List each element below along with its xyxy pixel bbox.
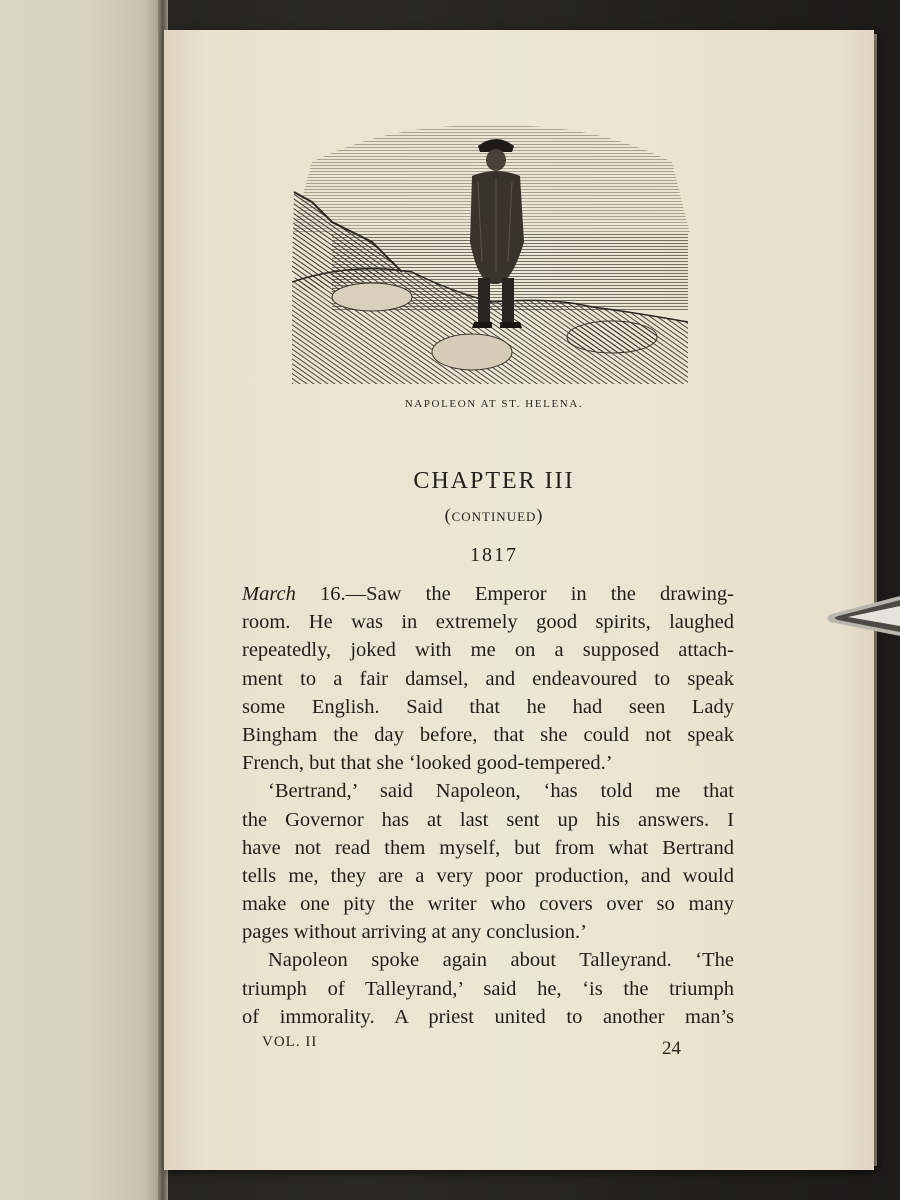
text-line: pages without arriving at any conclusion.’ [242,921,587,944]
text-line: room. He was in extremely good spirits, laughed [242,611,734,634]
left-page [0,0,162,1200]
page-clip-icon [822,592,900,638]
page-number: 24 [662,1038,681,1059]
text-line: of immorality. A priest united to another man’s [242,1005,734,1028]
text-line: Bingham the day before, that she could not speak [242,723,734,746]
text-line: March 16.—Saw the Emperor in the drawing- [242,583,734,605]
chapter-title: CHAPTER III [413,468,575,494]
chapter-year: 1817 [470,544,518,566]
text-line: ment to a fair damsel, and endeavoured to speak [242,667,734,690]
text-line: tells me, they are a very poor production, and would [242,864,734,887]
body-text [242,580,734,1031]
text-line: French, but that she ‘looked good-tempered.’ [242,752,613,775]
chapter-continued: (continued) [444,505,544,525]
text-line: have not read them myself, but from what Bertrand [242,836,734,859]
text-line: triumph of Talleyrand,’ said he, ‘is the triumph [242,977,734,1000]
entry-date: March [242,583,296,605]
text-line: ‘Bertrand,’ said Napoleon, ‘has told me that [268,780,734,803]
text-line: some English. Said that he had seen Lady [242,695,734,718]
text-line: make one pity the writer who covers over so many [242,893,734,916]
text-line: repeatedly, joked with me on a supposed attach- [242,639,734,662]
text-line: Napoleon spoke again about Talleyrand. ‘The [268,949,734,972]
volume-label: VOL. II [262,1034,318,1050]
napoleon-engraving [292,122,690,384]
illustration-caption: NAPOLEON AT ST. HELENA. [404,398,584,410]
text-line: the Governor has at last sent up his answers. I [242,808,734,831]
